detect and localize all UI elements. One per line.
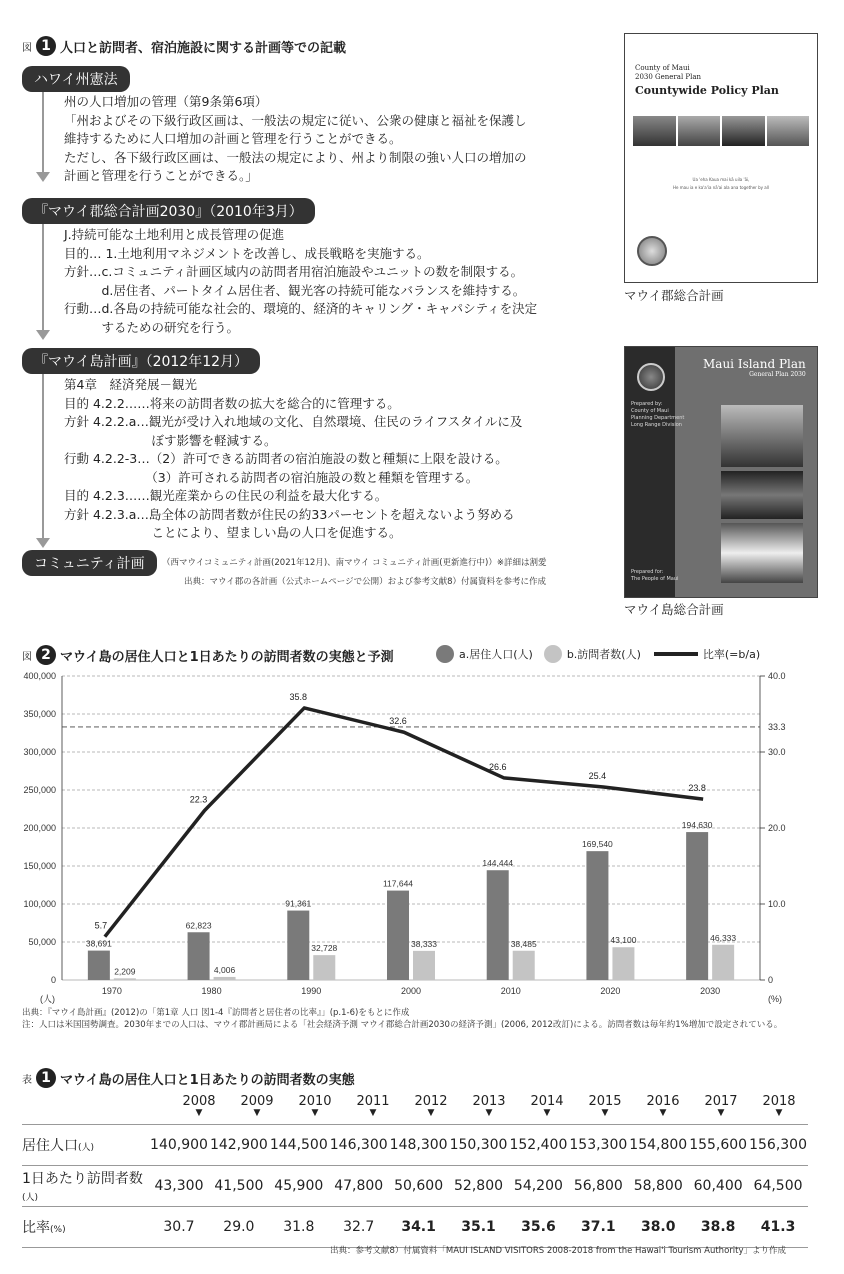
bar-visitor	[114, 978, 136, 980]
table-cell: 154,800	[629, 1137, 688, 1153]
x-tick-label: 2020	[600, 986, 621, 996]
cover-image-maui-island-plan	[624, 346, 818, 598]
down-triangle-icon: ▼	[195, 1108, 203, 1118]
table-cell: 64,500	[753, 1178, 803, 1194]
fig2-note-source: 出典：『マウイ島計画』(2012)の「第1章 人口 図1-4『訪問者と居住者の比率』」(p.1-6)をもとに作成	[22, 1008, 410, 1018]
text-line: 行動 4.2.2-3…（2）許可できる訪問者の宿泊施設の数と種類に上限を設ける。	[64, 451, 508, 466]
text-line: 目的… 1.土地利用マネジメントを改善し、成長戦略を実施する。	[64, 245, 430, 261]
down-triangle-icon: ▼	[253, 1108, 261, 1118]
bar-value-label: 43,100	[610, 935, 637, 946]
fig1-title: 人口と訪問者、宿泊施設に関する計画等での記載	[60, 40, 347, 56]
table-cell: 140,900	[150, 1137, 208, 1153]
y2-tick-label: 20.0	[768, 823, 786, 833]
table1-body	[22, 1124, 808, 1248]
x-tick-label: 1990	[301, 986, 322, 996]
flow-arrow-2-head	[36, 330, 50, 340]
flow-arrow-3	[42, 372, 44, 540]
text-line: （3）許可される訪問者の宿泊施設の数と種類を管理する。	[64, 469, 479, 485]
table-cell: 58,800	[633, 1178, 683, 1194]
cover2-prepared2: Prepared for:	[631, 569, 664, 575]
cover1-line1: County of Maui	[635, 64, 690, 72]
year-header	[460, 1094, 518, 1118]
x-tick-label: 2000	[400, 986, 422, 996]
year-label: 2014	[530, 1094, 564, 1109]
year-header	[576, 1094, 634, 1118]
cover2-caption: マウイ島総合計画	[624, 602, 724, 617]
cover2-prepared: Prepared by:	[631, 401, 663, 407]
cover1-photo-strip	[633, 116, 809, 146]
text-line: 行動…d.各島の持続可能な社会的、環境的、経済的キャリング・キャパシティを決定	[64, 301, 538, 316]
section-label-hawaii-constitution: ハワイ州憲法	[22, 66, 130, 92]
year-header	[750, 1094, 808, 1118]
table-cell: 29.0	[223, 1219, 255, 1235]
table-cell: 47,800	[334, 1178, 384, 1194]
table-cell: 150,300	[449, 1137, 508, 1153]
text-line: ことにより、望ましい島の人口を促進する。	[64, 525, 402, 540]
row-label-text: 比率	[22, 1220, 50, 1236]
table-cell: 56,800	[573, 1178, 623, 1194]
fig1-prefix: 図	[22, 42, 32, 54]
cover-image-countywide-policy-plan	[624, 33, 818, 283]
y2-tick-label: 40.0	[768, 671, 786, 681]
section-body-maui-island-plan	[64, 376, 522, 543]
y-tick-label: 50,000	[28, 937, 56, 947]
fig2-note-population: 注：人口は米国国勢調査。2030年までの人口は、マウイ郡計画局による「社会経済予測 マウイ郡総合計画2030の経済予測」(2006, 2012改訂)による。訪問者数は毎年約1%増加で設定されている。	[22, 1020, 783, 1030]
year-label: 2015	[588, 1094, 622, 1109]
bar-resident	[686, 832, 708, 980]
y2-tick-label: 30.0	[768, 747, 786, 757]
fig2-legend	[436, 645, 760, 663]
down-triangle-icon: ▼	[659, 1108, 667, 1118]
text-line: ぼす影響を軽減する。	[64, 432, 277, 448]
county-seal-icon	[637, 363, 665, 391]
table-cell: 31.8	[283, 1219, 315, 1235]
bar-resident	[287, 911, 309, 980]
cover2-photo-3	[721, 523, 803, 583]
table1-title: マウイ島の居住人口と1日あたりの訪問者数の実態	[60, 1072, 355, 1088]
right-axis-unit: (%)	[768, 994, 782, 1004]
x-tick-label: 1980	[201, 986, 222, 996]
legend-swatch-a	[436, 645, 454, 663]
table-cell: 34.1	[401, 1219, 436, 1235]
x-tick-label: 1970	[101, 986, 122, 996]
table-cell: 43,300	[154, 1178, 204, 1194]
row-label	[22, 1207, 149, 1248]
year-header	[170, 1094, 228, 1118]
table-cell: 155,600	[689, 1137, 748, 1153]
y-tick-label: 0	[50, 975, 56, 985]
ratio-value-label: 23.8	[688, 783, 706, 794]
table-cell: 37.1	[581, 1219, 616, 1235]
bar-visitor	[313, 955, 335, 980]
y-tick-label: 400,000	[23, 671, 56, 681]
section-label-maui-island-plan: 『マウイ島計画』（2012年12月）	[22, 348, 260, 374]
row-unit: (%)	[50, 1225, 66, 1235]
row-label-text: 1日あたり訪問者数	[22, 1171, 143, 1187]
row-label	[22, 1125, 149, 1166]
year-label: 2018	[762, 1094, 796, 1109]
fig2-number-badge: 2	[36, 645, 56, 665]
table-cell: 32.7	[343, 1219, 375, 1235]
flow-arrow-3-head	[36, 538, 50, 548]
text-line: 目的 4.2.2……将来の訪問者数の拡大を総合的に管理する。	[64, 395, 400, 411]
table-cell: 41,500	[214, 1178, 264, 1194]
row-label-text: 居住人口	[22, 1138, 78, 1154]
cover2-photo-1	[721, 405, 803, 467]
bar-resident	[188, 932, 210, 980]
y-tick-label: 150,000	[23, 861, 56, 871]
year-header	[286, 1094, 344, 1118]
table-cell: 156,300	[749, 1137, 807, 1153]
table-cell: 144,500	[269, 1137, 328, 1153]
bar-visitor	[712, 945, 734, 980]
year-header	[344, 1094, 402, 1118]
legend-swatch-b	[544, 645, 562, 663]
ratio-value-label: 32.6	[389, 716, 407, 727]
left-axis-unit: (人)	[40, 994, 55, 1004]
cover1-motto2: He mau ia e ka'a'ia nā'ai ala ana together by all	[673, 185, 769, 190]
down-triangle-icon: ▼	[311, 1108, 319, 1118]
x-tick-label: 2010	[500, 986, 521, 996]
flow-arrow-1-head	[36, 172, 50, 182]
bar-value-label: 194,630	[681, 820, 713, 831]
y-tick-label: 200,000	[23, 823, 56, 833]
table-cell: 35.1	[461, 1219, 496, 1235]
table-cell: 60,400	[693, 1178, 743, 1194]
table1-source: 出典：参考文献8）付属資料「MAUI ISLAND VISITORS 2008-2018 from the Hawai'i Tourism Authority」より作成	[330, 1246, 786, 1256]
fig2-title: マウイ島の居住人口と1日あたりの訪問者数の実態と予測	[60, 649, 394, 665]
fig1-source: 出典：マウイ郡の各計画（公式ホームページで公開）および参考文献8）付属資料を参考に作成	[184, 577, 546, 587]
text-line: 第4章 経済発展－観光	[64, 377, 197, 392]
legend-line-swatch	[654, 652, 698, 656]
down-triangle-icon: ▼	[601, 1108, 609, 1118]
table-cell: 146,300	[329, 1137, 388, 1153]
bar-value-label: 38,691	[85, 938, 112, 949]
year-label: 2013	[472, 1094, 506, 1109]
text-line: 「州およびその下級行政区画は、一般法の規定に従い、公衆の健康と福祉を保護し	[64, 112, 527, 128]
bar-value-label: 2,209	[114, 966, 136, 977]
year-label: 2011	[356, 1094, 390, 1109]
table1-title-row	[22, 1068, 355, 1088]
section-body-maui-county-plan	[64, 226, 537, 337]
cover2-title: Maui Island Plan	[703, 357, 806, 371]
down-triangle-icon: ▼	[717, 1108, 725, 1118]
section-label-community-plan: コミュニティ計画	[22, 550, 157, 576]
legend-label-b: b.訪問者数(人)	[566, 648, 641, 661]
flow-arrow-1	[42, 88, 44, 174]
text-line: 維持するために人口増加の計画と管理を行うことができる。	[64, 131, 402, 146]
ratio-value-label: 26.6	[488, 761, 507, 772]
cover1-caption: マウイ郡総合計画	[624, 288, 724, 303]
bar-value-label: 117,644	[382, 878, 414, 889]
y2-tick-label: 0	[768, 975, 774, 985]
y-tick-label: 350,000	[23, 709, 56, 719]
row-unit: (人)	[78, 1143, 95, 1153]
year-label: 2016	[646, 1094, 680, 1109]
bar-visitor	[413, 951, 435, 980]
table-cell: 50,600	[394, 1178, 444, 1194]
text-line: 目的 4.2.3……観光産業からの住民の利益を最大化する。	[64, 488, 388, 503]
text-line: 方針 4.2.2.a…観光が受け入れ地域の文化、自然環境、住民のライフスタイルに及	[64, 414, 523, 429]
community-plan-note: （西マウイコミュニティ計画(2021年12月)、南マウイ コミュニティ計画(更新進行中)）※詳細は割愛	[162, 558, 547, 568]
y-tick-label: 100,000	[23, 899, 56, 909]
year-label: 2008	[182, 1094, 216, 1109]
legend-label-line: 比率(=b/a)	[702, 648, 761, 661]
ratio-value-label: 35.8	[289, 691, 308, 702]
y-tick-label: 250,000	[23, 785, 56, 795]
table1-number-badge: 1	[36, 1068, 56, 1088]
year-label: 2009	[240, 1094, 274, 1109]
y2-tick-label: 10.0	[768, 899, 786, 909]
y-tick-label: 300,000	[23, 747, 56, 757]
fig2-title-row	[22, 645, 394, 665]
table-cell: 152,400	[509, 1137, 568, 1153]
bar-resident	[487, 870, 509, 980]
table-cell: 54,200	[513, 1178, 563, 1194]
text-line: ただし、各下級行政区画は、一般法の規定により、州より制限の強い人口の増加の	[64, 149, 527, 165]
bar-value-label: 91,361	[285, 898, 312, 909]
cover2-org1: County of Maui	[631, 408, 669, 414]
ratio-value-label: 22.3	[189, 794, 208, 805]
table-cell: 30.7	[163, 1219, 195, 1235]
table-cell: 38.0	[640, 1219, 676, 1235]
table1-prefix: 表	[22, 1074, 32, 1086]
bar-value-label: 169,540	[582, 839, 613, 850]
cover1-motto1: Ua 'eha Kaua mai kā uila 'āi,	[692, 177, 750, 182]
bar-resident	[586, 851, 608, 980]
fig2-chart	[0, 664, 844, 1004]
year-header	[228, 1094, 286, 1118]
table1-header-row	[22, 1094, 810, 1118]
table-cell: 38.8	[700, 1219, 736, 1235]
down-triangle-icon: ▼	[485, 1108, 493, 1118]
down-triangle-icon: ▼	[543, 1108, 551, 1118]
bar-value-label: 62,823	[185, 920, 212, 931]
down-triangle-icon: ▼	[427, 1108, 435, 1118]
cover2-subtitle: General Plan 2030	[749, 371, 806, 378]
bar-value-label: 38,333	[411, 938, 437, 949]
table-cell: 142,900	[209, 1137, 268, 1153]
bar-value-label: 38,485	[510, 938, 537, 949]
cover1-title: Countywide Policy Plan	[635, 84, 779, 97]
year-header	[518, 1094, 576, 1118]
bar-value-label: 4,006	[213, 964, 236, 975]
county-seal-icon	[637, 236, 667, 266]
fig1-number-badge: 1	[36, 36, 56, 56]
year-header	[402, 1094, 460, 1118]
cover2-org4: The People of Maui	[631, 576, 679, 582]
table1	[22, 1094, 810, 1248]
flow-arrow-2	[42, 220, 44, 332]
year-header	[692, 1094, 750, 1118]
bar-value-label: 46,333	[710, 932, 737, 943]
table-cell: 153,300	[569, 1137, 628, 1153]
x-tick-label: 2030	[700, 986, 721, 996]
bar-resident	[387, 891, 409, 980]
reference-line-label: 33.3	[768, 721, 786, 732]
cover2-photo-2	[721, 471, 803, 519]
bar-visitor	[214, 977, 236, 980]
ratio-value-label: 5.7	[94, 920, 108, 931]
ratio-value-label: 25.4	[588, 770, 607, 781]
text-line: 州の人口増加の管理（第9条第6項）	[64, 94, 268, 109]
text-line: 方針…c.コミュニティ計画区域内の訪問者用宿泊施設やユニットの数を制限する。	[64, 264, 524, 279]
table-cell: 45,900	[274, 1178, 324, 1194]
table-cell: 41.3	[760, 1219, 796, 1235]
text-line: J.持続可能な土地利用と成長管理の促進	[64, 227, 285, 242]
down-triangle-icon: ▼	[775, 1108, 783, 1118]
year-label: 2017	[704, 1094, 738, 1109]
table-cell: 148,300	[389, 1137, 448, 1153]
bar-value-label: 32,728	[311, 943, 338, 954]
table-row	[22, 1166, 808, 1207]
fig2-prefix: 図	[22, 651, 32, 663]
text-line: するための研究を行う。	[64, 319, 240, 335]
legend-label-a: a.居住人口(人)	[459, 648, 533, 661]
cover2-org3: Long Range Division	[631, 422, 682, 428]
table-cell: 35.6	[521, 1219, 556, 1235]
down-triangle-icon: ▼	[369, 1108, 377, 1118]
text-line: 計画と管理を行うことができる。」	[64, 168, 258, 183]
bar-visitor	[513, 951, 535, 980]
bar-visitor	[612, 947, 634, 980]
table-row	[22, 1125, 808, 1166]
bar-value-label: 144,444	[482, 858, 514, 869]
section-body-hawaii-constitution	[64, 93, 527, 186]
year-header	[634, 1094, 692, 1118]
year-label: 2012	[414, 1094, 448, 1109]
text-line: d.居住者、パートタイム居住者、観光客の持続可能なバランスを維持する。	[64, 282, 526, 298]
cover2-org2: Planning Department	[631, 415, 685, 421]
row-label	[22, 1166, 149, 1207]
bar-resident	[88, 951, 110, 980]
fig1-title-row	[22, 36, 346, 56]
cover1-line2: 2030 General Plan	[635, 73, 702, 81]
table-cell: 52,800	[454, 1178, 504, 1194]
section-label-maui-county-plan: 『マウイ郡総合計画2030』（2010年3月）	[22, 198, 315, 224]
row-unit: (人)	[22, 1193, 39, 1203]
year-label: 2010	[298, 1094, 332, 1109]
table-row	[22, 1207, 808, 1248]
text-line: 方針 4.2.3.a…島全体の訪問者数が住民の約33パーセントを超えないよう努める	[64, 506, 515, 522]
